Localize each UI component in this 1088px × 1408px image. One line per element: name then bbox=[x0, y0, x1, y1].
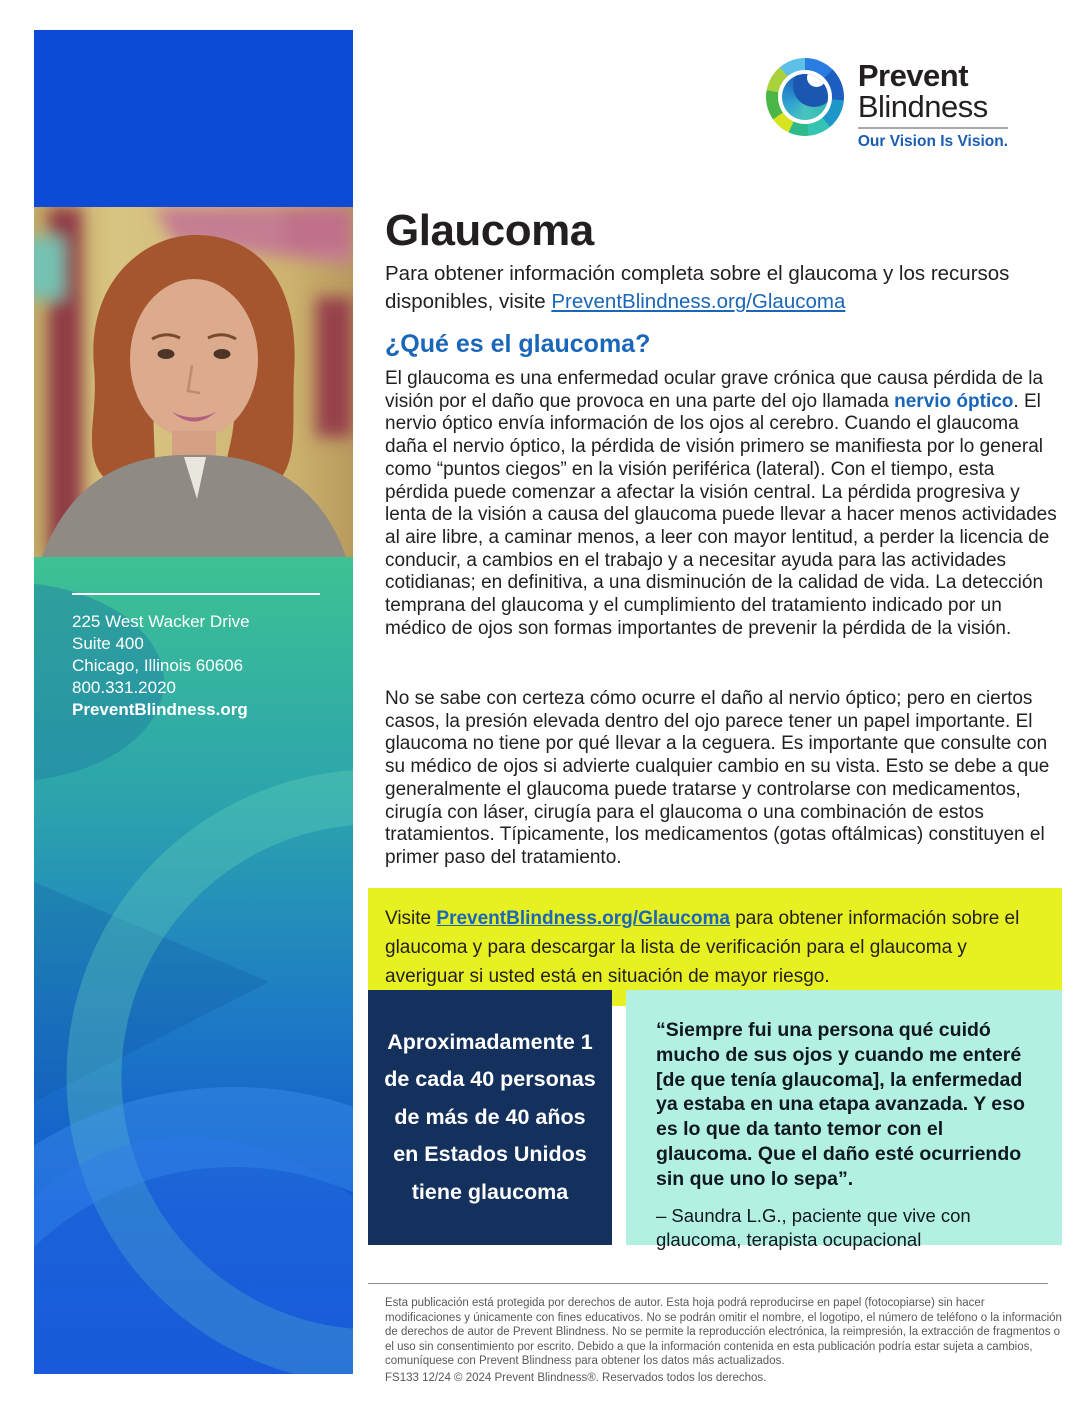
para1-text: El glaucoma es una enfermedad ocular grave crónica que causa pérdida de la visión por el daño que provoca en una parte del ojo llamada bbox=[385, 368, 1044, 412]
address-line: Chicago, Illinois 60606 bbox=[72, 656, 244, 675]
callout-glaucoma-link[interactable]: PreventBlindness.org/Glaucoma bbox=[436, 908, 730, 929]
callout-suffix: para obtener información sobre el glaucoma y para descargar la lista de verificación para el glaucoma y averiguar si usted está en situación de mayor riesgo. bbox=[385, 908, 1020, 987]
section-heading: ¿Qué es el glaucoma? bbox=[385, 330, 651, 358]
stat-line: en Estados Unidos bbox=[393, 1142, 587, 1167]
website-link[interactable]: PreventBlindness.org bbox=[72, 700, 248, 719]
prevent-blindness-logo bbox=[766, 58, 1008, 151]
statistic-box bbox=[368, 990, 612, 1245]
sidebar-decoration bbox=[34, 557, 353, 1374]
contact-divider bbox=[72, 593, 320, 595]
page-title: Glaucoma bbox=[385, 206, 594, 255]
logo-wordmark bbox=[858, 58, 1008, 151]
sidebar bbox=[34, 30, 353, 1374]
patient-photo bbox=[34, 207, 353, 557]
logo-pupil bbox=[793, 74, 828, 107]
patient-quote: “Siempre fui una persona qué cuidó mucho de sus ojos y cuando me enteré [de que tenía glaucoma], la enfermedad ya estaba en una etapa avanzada. Y eso es lo que da tanto temor con el glaucoma. Que el daño esté ocurriendo sin que uno lo sepa”. bbox=[656, 1019, 1025, 1190]
phone-number: 800.331.2020 bbox=[72, 678, 176, 697]
intro-prefix: Para obtener información completa sobre el glaucoma y los recursos disponibles, visite bbox=[385, 262, 1010, 313]
logo-glint bbox=[807, 74, 826, 87]
publication-code-line: FS133 12/24 © 2024 Prevent Blindness®. Reservados todos los derechos. bbox=[385, 1372, 767, 1384]
address-line: Suite 400 bbox=[72, 634, 144, 653]
paragraph-treatment: No se sabe con certeza cómo ocurre el daño al nervio óptico; pero en ciertos casos, la presión elevada dentro del ojo parece tener un papel importante. El glaucoma no tiene por qué llevar a la ceguera. Es importante que consulte con su médico de ojos si advierte cualquier cambio en su vista. Esto se debe a que generalmente el glaucoma puede tratarse y controlarse con medicamentos, cirugía con láser, cirugía para el glaucoma o una combinación de estos tratamientos. Típicamente, los medicamentos (gotas oftálmicas) constituyen el primer paso del tratamiento. bbox=[385, 688, 1050, 868]
logo-divider bbox=[858, 127, 1008, 129]
optic-nerve-term: nervio óptico bbox=[894, 390, 1014, 412]
contact-block bbox=[72, 593, 343, 721]
glaucoma-resource-link[interactable]: PreventBlindness.org/Glaucoma bbox=[551, 290, 846, 313]
logo-name-line2: Blindness bbox=[857, 89, 988, 124]
copyright-legal-text: Esta publicación está protegida por derechos de autor. Esta hoja podrá reproducirse en papel (fotocopiarse) sin hacer modificaciones y únicamente con fines educativos. No se podrán omitir el nombre, el logotipo, el número de teléfono o la información de derechos de autor de Prevent Blindness. No se permite la reproducción electrónica, la reimpresión, la extracción de fragmentos o el uso sin consentimiento por escrito. Debido a que la información contenida en esta publicación podría estar sujeta a cambios, comuníquese con Prevent Blindness para obtener los datos más actualizados. bbox=[385, 1297, 1062, 1368]
stat-line: de más de 40 años bbox=[394, 1104, 586, 1129]
stat-line: de cada 40 personas bbox=[384, 1067, 596, 1092]
quote-attribution: – Saundra L.G., paciente que vive con glaucoma, terapista ocupacional bbox=[656, 1204, 971, 1250]
stat-line: Aproximadamente 1 bbox=[387, 1029, 593, 1054]
patient-quote-box bbox=[626, 990, 1062, 1250]
logo-name-line1: Prevent bbox=[857, 58, 969, 93]
info-boxes bbox=[368, 990, 1062, 1250]
address-line: 225 West Wacker Drive bbox=[72, 612, 250, 631]
sidebar-blue-header bbox=[34, 30, 353, 207]
stat-line: tiene glaucoma bbox=[411, 1179, 569, 1204]
logo-eye bbox=[782, 74, 828, 120]
callout-prefix: Visite bbox=[385, 908, 437, 929]
callout-banner bbox=[368, 888, 1062, 1006]
footer-divider bbox=[368, 1283, 1048, 1284]
intro-text bbox=[385, 260, 1035, 316]
para1-text-continued: . El nervio óptico envía información de los ojos al cerebro. Cuando el glaucoma daña el nervio óptico, la pérdida de visión primero se manifiesta por lo general como “puntos ciegos” en la visión periférica (lateral). Con el tiempo, esta pérdida puede comenzar a afectar la visión central. La pérdida progresiva y lenta de la visión a causa del glaucoma puede llevar a hacer menos actividades al aire libre, a caminar menos, a leer con mayor lentitud, a perder la licencia de conducir, a cambios en el trabajo y a necesitar ayuda para las actividades cotidianas; en definitiva, a una disminución de la calidad de vida. La detección temprana del glaucoma y el cumplimiento del tratamiento indicado por un médico de ojos son formas importantes de prevenir la pérdida de la visión. bbox=[385, 390, 1057, 639]
paragraph-what-is-glaucoma bbox=[385, 368, 1062, 640]
photo-illustration bbox=[34, 207, 353, 557]
eye-logo-icon bbox=[766, 58, 844, 136]
logo-tagline: Our Vision Is Vision. bbox=[857, 133, 1008, 150]
